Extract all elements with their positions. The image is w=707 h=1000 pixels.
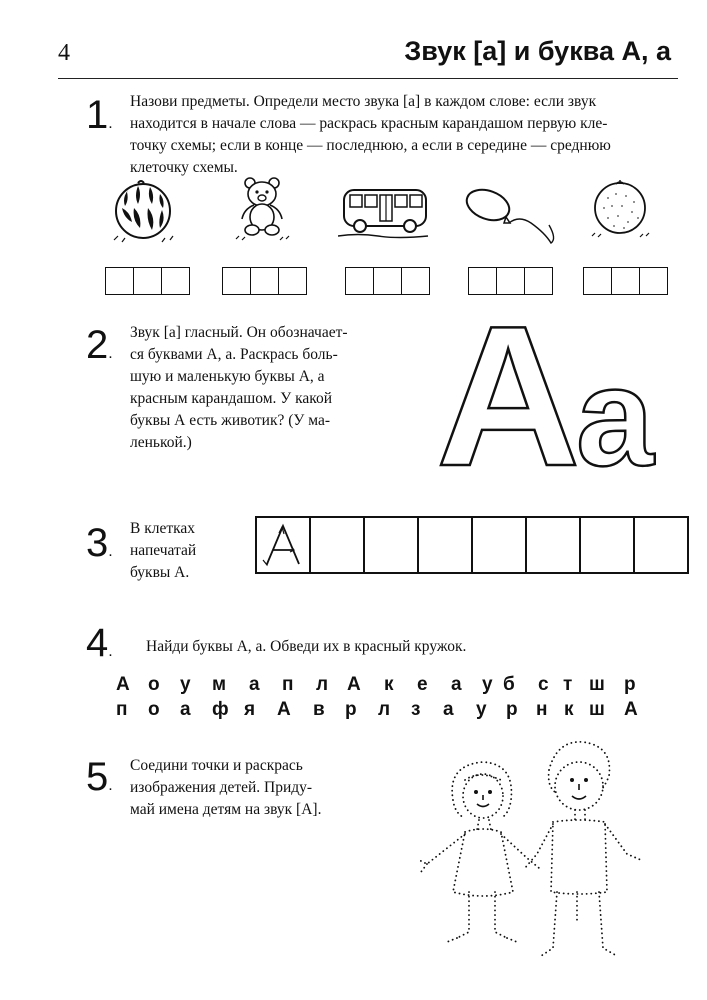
task-1-line: точку схемы; если в конце — последнюю, а если в середине — среднюю [130,137,611,154]
task-4-line: Найди буквы А, а. Обведи их в красный кружок. [146,638,467,655]
schema-cell[interactable] [639,268,667,294]
task-1-line: клеточку схемы. [130,159,238,176]
schema-cell[interactable] [133,268,161,294]
schema-cell[interactable] [346,268,373,294]
letter[interactable]: А [277,699,291,720]
letter[interactable]: с [538,674,549,695]
task-2-line: ленькой.) [130,434,192,451]
task-2-number: 2. [86,323,113,367]
task-2-line: ся буквами А, а. Раскрась боль- [130,346,338,363]
page-number: 4 [58,40,70,66]
letter[interactable]: о [148,699,160,720]
schema-cell[interactable] [373,268,401,294]
grid-cell[interactable] [417,518,471,572]
sound-schema-5[interactable] [583,267,668,295]
letter[interactable]: у [482,674,493,695]
schema-cell[interactable] [223,268,250,294]
watermelon-picture [108,178,178,246]
letter[interactable]: к [384,674,394,695]
letter[interactable]: р [624,674,636,695]
letter[interactable]: о [148,674,160,695]
sound-schema-4[interactable] [468,267,553,295]
task-3-line: напечатай [130,542,197,559]
letter[interactable]: а [443,699,454,720]
outline-letter-upper[interactable]: A [436,300,581,485]
task-2-line: Звук [а] гласный. Он обозначает- [130,324,348,341]
letter[interactable]: я [244,699,256,720]
letter[interactable]: а [451,674,462,695]
letter[interactable]: а [180,699,191,720]
outline-letters[interactable] [430,300,692,485]
grid-cell[interactable] [309,518,363,572]
task-5-line: Соедини точки и раскрась [130,757,303,774]
grid-cell[interactable] [525,518,579,572]
bus-picture [338,180,433,242]
task-3-number: 3. [86,521,113,565]
grid-cell[interactable] [363,518,417,572]
letter[interactable]: А [116,674,130,695]
letter[interactable]: р [345,699,357,720]
dotted-children-drawing[interactable] [405,740,655,980]
balloon-picture [462,185,562,247]
header-rule [58,78,678,79]
letter[interactable]: т [563,674,573,695]
teddy-bear-picture [232,175,292,243]
schema-cell[interactable] [278,268,306,294]
schema-cell[interactable] [611,268,639,294]
letter[interactable]: е [417,674,428,695]
letter[interactable]: м [212,674,227,695]
letter[interactable]: А [347,674,361,695]
schema-cell[interactable] [584,268,611,294]
letter[interactable]: в [313,699,325,720]
letter[interactable]: н [536,699,548,720]
letter[interactable]: л [316,674,329,695]
task-5-number: 5. [86,755,113,799]
grid-cell[interactable] [579,518,633,572]
schema-cell[interactable] [250,268,278,294]
letter[interactable]: б [503,674,515,695]
letter[interactable]: к [564,699,574,720]
task-2-line: шую и маленькую буквы А, а [130,368,325,385]
grid-cell-sample[interactable] [257,518,309,572]
sample-letter-a-icon [257,518,309,572]
letter-writing-grid[interactable] [255,516,689,574]
task-3-text [130,518,250,584]
letter[interactable]: з [411,699,421,720]
grid-cell[interactable] [633,518,687,572]
task-2-line: буквы А есть животик? (У ма- [130,412,330,429]
task-5-text [130,755,380,821]
task-1-number: 1. [86,93,113,137]
task-1-line: находится в начале слова — раскрась красным карандашом первую кле- [130,115,608,132]
task-3-line: буквы А. [130,564,190,581]
letter[interactable]: ш [589,699,605,720]
schema-cell[interactable] [469,268,496,294]
task-1-line: Назови предметы. Определи место звука [а] в каждом слове: если звук [130,93,597,110]
sound-schema-1[interactable] [105,267,190,295]
sound-schema-2[interactable] [222,267,307,295]
letter[interactable]: п [282,674,294,695]
letter[interactable]: ш [589,674,605,695]
grid-cell[interactable] [471,518,525,572]
schema-cell[interactable] [401,268,429,294]
letter[interactable]: у [180,674,191,695]
outline-letter-lower[interactable]: a [576,338,654,485]
letter[interactable]: п [116,699,128,720]
schema-cell[interactable] [106,268,133,294]
letter[interactable]: А [624,699,638,720]
schema-cell[interactable] [496,268,524,294]
letter[interactable]: л [378,699,391,720]
task-5-line: май имена детям на звук [А]. [130,801,322,818]
task-1-text [130,91,680,179]
schema-cell[interactable] [524,268,552,294]
task-4-number: 4. [86,621,113,665]
letter[interactable]: у [476,699,487,720]
task-2-text [130,322,400,454]
letter[interactable]: а [249,674,260,695]
task-3-line: В клетках [130,520,196,537]
orange-picture [588,178,654,240]
task-4-text [146,636,646,658]
schema-cell[interactable] [161,268,189,294]
task-2-line: красным карандашом. У какой [130,390,333,407]
letter[interactable]: р [506,699,518,720]
task-5-line: изображения детей. Приду- [130,779,313,796]
sound-schema-3[interactable] [345,267,430,295]
letter[interactable]: ф [212,699,229,720]
page-title: Звук [а] и буква А, а [404,36,671,66]
